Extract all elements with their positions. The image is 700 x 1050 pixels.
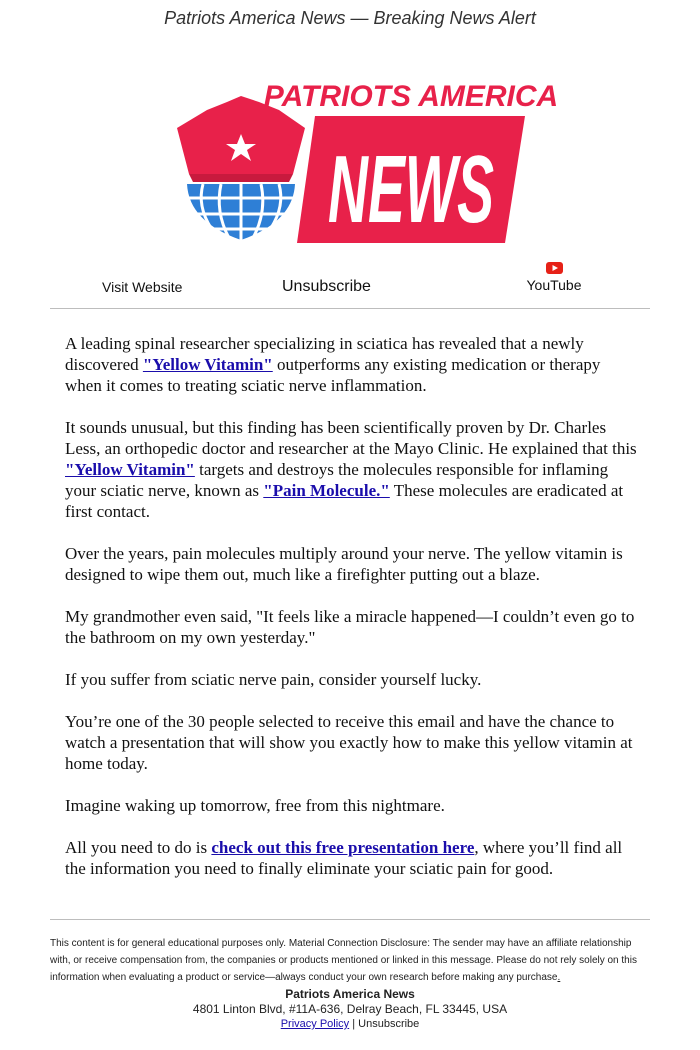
logo-line2: NEWS <box>328 136 494 243</box>
paragraph-5: If you suffer from sciatic nerve pain, consider yourself lucky. <box>65 670 482 689</box>
youtube-label: YouTube <box>526 277 582 293</box>
footer-org-name: Patriots America News <box>285 987 415 1001</box>
paragraph-1: A leading spinal researcher specializing in sciatica has revealed that a newly discovered "Yellow Vitamin" outperforms any existing medication or therapy when it comes to treating sciatic nerve inflammation. <box>65 334 601 395</box>
email-header-title: Patriots America News — Breaking News Alert <box>164 8 536 28</box>
footer-unsubscribe-link[interactable]: Unsubscribe <box>358 1018 420 1030</box>
header-divider <box>50 308 650 309</box>
patriots-america-news-logo <box>175 72 559 247</box>
privacy-policy-link[interactable]: Privacy Policy <box>280 1018 350 1030</box>
pain-molecule-link[interactable]: "Pain Molecule." <box>263 481 390 500</box>
paragraph-4: My grandmother even said, "It feels like a miracle happened—I couldn’t even go to the bathroom on my own yesterday." <box>65 607 635 647</box>
yellow-vitamin-link[interactable]: "Yellow Vitamin" <box>142 355 273 374</box>
footer-link-separator: | <box>349 1018 359 1030</box>
email-footer <box>50 935 650 1032</box>
footer-links <box>50 1017 650 1032</box>
globe-icon <box>187 184 295 240</box>
paragraph-2: It sounds unusual, but this finding has been scientifically proven by Dr. Charles Less, an orthopedic doctor and researcher at the Mayo Clinic. He explained that this "Yellow Vitamin" targets and destroys the molecules responsible for inflaming your sciatic nerve, known as "Pain Molecule." These molecules are eradicated at first contact. <box>65 418 637 521</box>
paragraph-7: Imagine waking up tomorrow, free from this nightmare. <box>65 796 445 815</box>
email-body <box>65 333 640 900</box>
footer-address: 4801 Linton Blvd, #11A-636, Delray Beach, FL 33445, USA <box>192 1002 508 1016</box>
yellow-vitamin-link-2[interactable]: "Yellow Vitamin" <box>65 460 195 479</box>
email-nav-bar <box>50 262 650 308</box>
youtube-link[interactable] <box>526 262 582 293</box>
paragraph-8: All you need to do is check out this free presentation here, where you’ll find all the information you need to finally eliminate your sciatic pain for good. <box>65 838 623 878</box>
youtube-play-icon <box>546 262 563 274</box>
paragraph-3: Over the years, pain molecules multiply around your nerve. The yellow vitamin is designed to wipe them out, much like a firefighter putting out a blaze. <box>65 544 623 584</box>
free-presentation-link[interactable]: check out this free presentation here <box>211 838 475 857</box>
disclosure-text: This content is for general educational purposes only. Material Connection Disclosure: The sender may have an affiliate relationship with, or receive compensation from, the companies or products mentioned or linked in this message. Please do not rely solely on this information when evaluating a product or service—always conduct your own research before making any purchase. <box>50 938 637 983</box>
footer-divider <box>50 919 650 920</box>
paragraph-6: You’re one of the 30 people selected to receive this email and have the chance to watch a presentation that will show you exactly how to make this yellow vitamin at home today. <box>65 712 633 773</box>
logo-line1: PATRIOTS AMERICA <box>263 80 559 113</box>
visit-website-link[interactable]: Visit Website <box>102 279 183 295</box>
unsubscribe-link[interactable]: Unsubscribe <box>282 278 371 295</box>
